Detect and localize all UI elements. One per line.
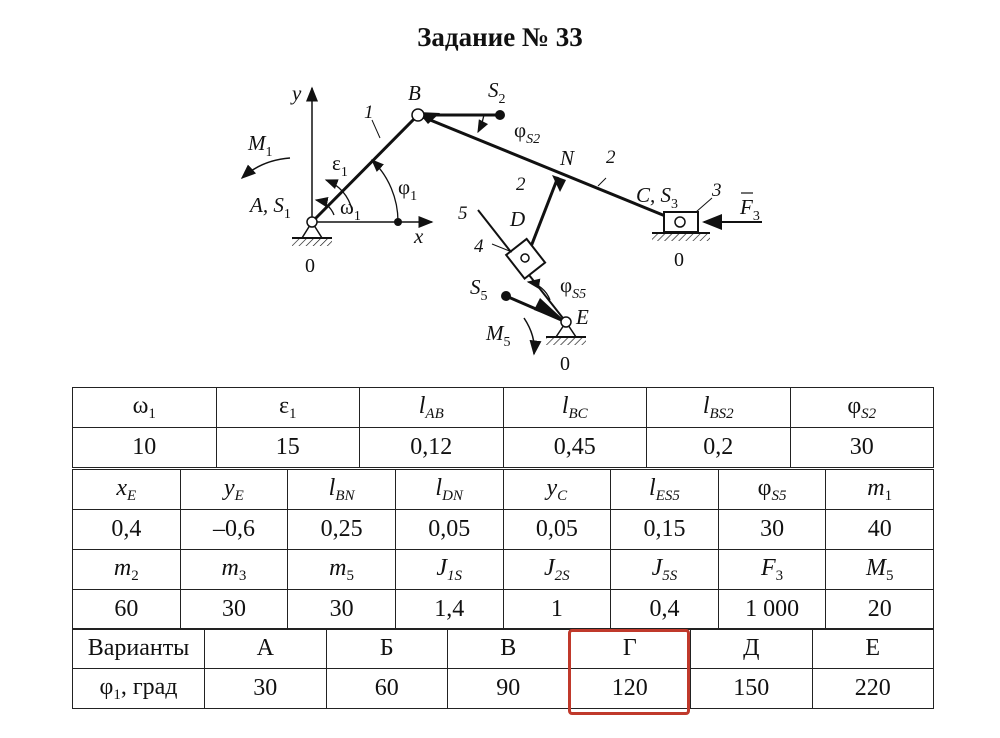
header-j5s: $J_{5S}$ (611, 550, 719, 590)
value-j1s: 1,4 (395, 590, 503, 630)
value-j2s: 1 (503, 590, 611, 630)
label-y: y (292, 81, 302, 105)
header-phis5: $\varphi_{S5}$ (718, 470, 826, 510)
header-lbs2: $l_{BS2}$ (647, 388, 791, 428)
value-xe: 0,4 (73, 510, 181, 550)
value-m5-moment: 20 (826, 590, 934, 630)
value-omega1: 10 (73, 428, 217, 468)
label-m5: $M_5$ (486, 321, 511, 350)
label-m1: $M_1$ (248, 131, 273, 160)
variant-e: Е (812, 629, 934, 669)
angles-row (73, 669, 934, 709)
variants-row (73, 629, 934, 669)
header-omega1: $\omega_1$ (73, 388, 217, 428)
value-m5: 30 (288, 590, 396, 630)
variants-label: Варианты (73, 629, 205, 669)
point-s5 (501, 291, 511, 301)
angle-e: 220 (812, 669, 934, 709)
params-table-2-values-a (73, 510, 934, 550)
ground-e (546, 338, 586, 345)
label-n: N (560, 146, 575, 170)
value-ye: –0,6 (180, 510, 288, 550)
params-table-2 (72, 469, 934, 630)
point-s2 (495, 110, 505, 120)
pointer-2a (598, 178, 606, 186)
angle-d: 150 (691, 669, 813, 709)
label-s5: $S_5$ (470, 275, 488, 304)
label-omega1: $\omega_1$ (340, 195, 361, 224)
variant-b: Б (326, 629, 448, 669)
label-c-s3: C, $S_3$ (636, 183, 679, 212)
header-j2s: $J_{2S}$ (503, 550, 611, 590)
header-j1s: $J_{1S}$ (395, 550, 503, 590)
m5-arc (524, 318, 534, 354)
header-lbc: $l_{BC}$ (503, 388, 647, 428)
params-table-1-values (73, 428, 934, 468)
label-link-2a: 2 (606, 147, 616, 168)
header-m5-moment: $M_5$ (826, 550, 934, 590)
angles-label: $\varphi_1$, град (73, 669, 205, 709)
label-phi1: $\varphi_1$ (398, 175, 418, 204)
header-les5: $l_{ES5}$ (611, 470, 719, 510)
value-m2: 60 (73, 590, 181, 630)
label-f3: $F_3$ (740, 195, 760, 224)
label-zero-right: 0 (674, 249, 684, 271)
params-table-1-header (73, 388, 934, 428)
header-ye: $y_E$ (180, 470, 288, 510)
label-zero-left: 0 (305, 255, 315, 277)
label-zero-bottom: 0 (560, 353, 570, 375)
header-xe: $x_E$ (73, 470, 181, 510)
angle-v: 90 (448, 669, 570, 709)
label-link-5: 5 (458, 203, 468, 224)
header-ldn: $l_{DN}$ (395, 470, 503, 510)
header-eps1: $\varepsilon_1$ (216, 388, 360, 428)
ground-c (652, 234, 710, 241)
variant-a: А (205, 629, 327, 669)
variant-d: Д (691, 629, 813, 669)
label-a-s1: A, $S_1$ (250, 193, 291, 222)
params-table-2-header-b (73, 550, 934, 590)
phi1-arc (372, 160, 398, 222)
variant-g: Г (569, 629, 691, 669)
angle-b: 60 (326, 669, 448, 709)
label-x: x (414, 224, 424, 248)
value-eps1: 15 (216, 428, 360, 468)
value-lbc: 0,45 (503, 428, 647, 468)
label-s2: $S_2$ (488, 78, 506, 107)
params-table-2-values-b (73, 590, 934, 630)
value-les5: 0,15 (611, 510, 719, 550)
joint-b (412, 109, 424, 121)
header-m1: $m_1$ (826, 470, 934, 510)
label-link-4: 4 (474, 236, 484, 257)
label-phis2: $\varphi_{S2}$ (514, 118, 541, 147)
value-f3: 1 000 (718, 590, 826, 630)
label-eps1: $\varepsilon_1$ (332, 151, 348, 180)
label-link-2b: 2 (516, 174, 526, 195)
m1-arc (242, 158, 290, 178)
label-b: B (408, 81, 421, 105)
value-lbn: 0,25 (288, 510, 396, 550)
label-e: E (576, 305, 589, 329)
header-m3: $m_3$ (180, 550, 288, 590)
phis2-arc (478, 115, 484, 132)
page-title: Задание № 33 (417, 22, 583, 52)
value-yc: 0,05 (503, 510, 611, 550)
header-lbn: $l_{BN}$ (288, 470, 396, 510)
value-phis5: 30 (718, 510, 826, 550)
header-lab: $l_{AB}$ (360, 388, 504, 428)
header-yc: $y_C$ (503, 470, 611, 510)
value-lbs2: 0,2 (647, 428, 791, 468)
value-m1: 40 (826, 510, 934, 550)
variant-highlight-box (568, 629, 690, 715)
slider-4 (506, 239, 545, 279)
angle-g: 120 (569, 669, 691, 709)
value-lab: 0,12 (360, 428, 504, 468)
value-m3: 30 (180, 590, 288, 630)
angle-a: 30 (205, 669, 327, 709)
header-m5: $m_5$ (288, 550, 396, 590)
header-phis2: $\varphi_{S2}$ (790, 388, 934, 428)
header-m2: $m_2$ (73, 550, 181, 590)
variants-table (72, 628, 934, 709)
value-ldn: 0,05 (395, 510, 503, 550)
ground-a (292, 239, 332, 246)
label-link-3: 3 (712, 180, 722, 201)
joint-c (675, 217, 685, 227)
value-phis2: 30 (790, 428, 934, 468)
params-table-1 (72, 387, 934, 468)
pointer-3 (696, 198, 712, 212)
header-f3: $F_3$ (718, 550, 826, 590)
value-j5s: 0,4 (611, 590, 719, 630)
joint-a (307, 217, 317, 227)
label-d: D (510, 207, 526, 231)
label-phis5: $\varphi_{S5}$ (560, 273, 587, 302)
joint-e (561, 317, 571, 327)
params-table-2-header-a (73, 470, 934, 510)
variant-v: В (448, 629, 570, 669)
label-link-1: 1 (364, 102, 374, 123)
